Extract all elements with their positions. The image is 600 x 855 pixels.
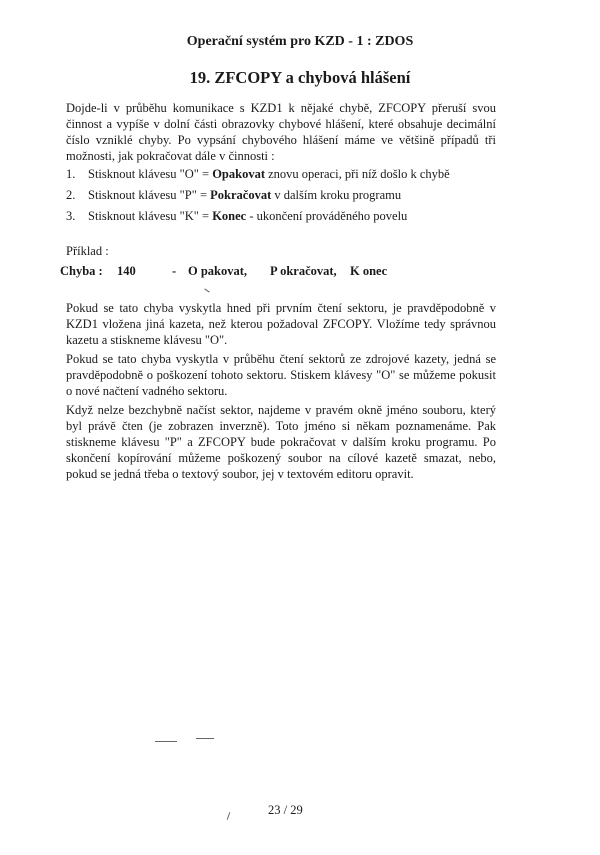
example-label: Příklad : [66,244,109,258]
paragraph-skip-sector: Když nelze bezchybně načíst sektor, najdeme v pravém okně jméno souboru, který byl právě čten (je zobrazen inverzně). Toto jméno si někam poznamenáme. Pak stiskneme klávesu "P" a ZFCOPY bude pokračovat v dalším kroku programu. Po skončení kopírování můžeme poškozený soubor na cílové kazetě smazat, nebo, pokud se jedná třeba o textový soubor, jej v textovém editoru opravit. [66,403,496,481]
running-head: Operační systém pro KZD - 1 : ZDOS [186,34,414,49]
list-item: 3. Stisknout klávesu "K" = Konec - ukončení prováděného povelu [66,209,408,223]
intro-paragraph: Dojde-li v průběhu komunikace s KZD1 k nějaké chybě, ZFCOPY přeruší svou činnost a vypíše v dolní části obrazovky chybové hlášení, které obsahuje decimální číslo vzniklé chyby. Po vypsání chybového hlášení máme ve většině případů tři možnosti, jak pokračovat dále v činnosti : [66,101,496,163]
option-k: K onec [350,264,388,278]
list-item: 2. Stisknout klávesu "P" = Pokračovat v dalším kroku programu [66,188,402,202]
options-list [66,166,496,229]
page-number: 23 / 29 [268,803,303,817]
option-o: O pakovat, [188,264,248,278]
paragraph-damaged-sector: Pokud se tato chyba vyskytla v průběhu čtení sektorů ze zdrojové kazety, jedná se pravděpodobně o poškození tohoto sektoru. Stiskem klávesy "O" se můžeme pokusit o nové načtení vadného sektoru. [66,352,496,398]
scan-mark [155,741,177,742]
paragraph-wrong-cassette: Pokud se tato chyba vyskytla hned při prvním čtení sektoru, je pravděpodobně v KZD1 vložena jiná kazeta, než kterou požadoval ZFCOPY. Vložíme tedy správnou kazetu a stiskneme klávesu "O". [66,301,496,347]
scan-mark [204,288,209,292]
scan-mark [196,738,214,739]
error-code: 140 [117,264,136,278]
scan-mark [227,812,231,820]
error-label: Chyba : [60,264,103,278]
section-title: 19. ZFCOPY a chybová hlášení [189,68,411,87]
option-p: P okračovat, [270,264,337,278]
list-item: 1. Stisknout klávesu "O" = Opakovat znovu operaci, při níž došlo k chybě [66,167,450,181]
error-dash: - [172,264,177,278]
